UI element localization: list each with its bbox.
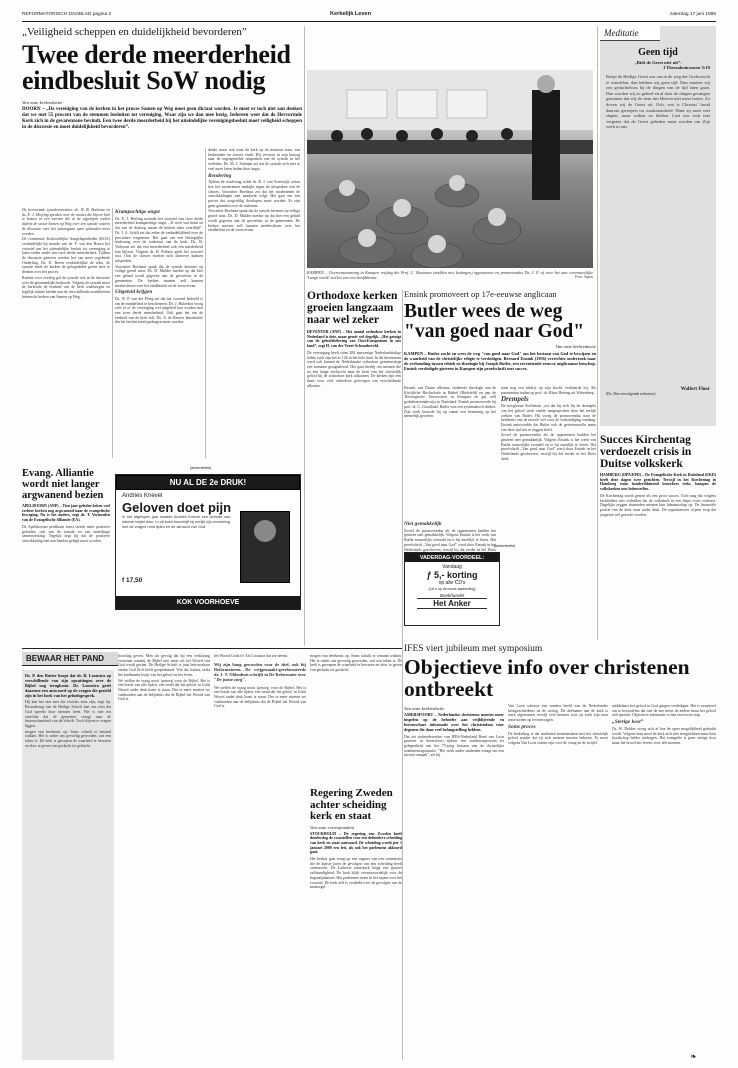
- bewaar-sub: Wij zijn bang geworden voor de titel, ook bij Reformatoren. De vrijgemaakt-gereformeerde dr. J. T. Oldenhuis schrijft in De Reformatie over "De juiste zorg".: [214, 661, 306, 683]
- ad1-price: f 17,50: [122, 577, 143, 584]
- col-rule-4: [402, 290, 403, 1060]
- photo-illustration: [307, 70, 593, 268]
- photo-caption: [307, 270, 593, 284]
- ad2-shop1: Boekhandel: [439, 593, 465, 598]
- photo-credit: Foto: Aupen: [575, 275, 593, 279]
- ad1-book-portrait: [254, 520, 276, 542]
- ad2-shop2: Het Anker: [417, 598, 487, 609]
- butler-col3c: Zowel de promovendus als de opponenten hadden het gisteren niet gemakkelijk. Volgens Ensink is het werk van Butler nauwelijks vertaald en is hij moeilijk te lezen. Het proefschrift „Van goed naar God” werd door Ensink in het Nederlands geschreven, terwijl hij dat eerder in het Duits deed.: [501, 433, 596, 461]
- lower-rule: [22, 648, 402, 649]
- ad-tag-2: (advertentie): [494, 544, 516, 548]
- main-byline: Van onze kerkredactie: [22, 100, 63, 105]
- meditatie-verse: „Bidt de Geest niet uit”.: [634, 60, 682, 65]
- butler-byline: Van onze kerkredactie: [555, 344, 596, 349]
- main-lead: DOORN – „De vereniging van de kerken in het proces Samen op Weg moet geen dictaat worden. Je moet er toch niet aan denken dat we met 55 procent van de stemmen besluiten tot vereniging. Waar zijn we dan mee bezig. Iedereen weet dat de Hervormde Kerk zich in de gevarenzone bevindt. Een twee derde meerderheid bij het uiteindelijke verenigingsbesluit moet veiligheid scheppen in de discussie en moet duidelijkheid bevorderen”.: [22, 107, 302, 130]
- ifes-sub2: „Sterige kost”: [612, 719, 644, 726]
- kirchentag-headline: Succes Kirchentag verdoezelt crisis in Duitse volkskerk: [600, 434, 692, 470]
- ifes-headline: Objectieve info over christenen ontbreekt: [404, 655, 690, 701]
- bewaar-c1: Hij kan het niet met die reacties eens zijn, zegt hij. Bestudering van de Heilige Schrift laat ons zien dat God spreekt door mensen heen. Het is niet ten onrechte dat de gemeente vraagt naar de betrouwbaarheid van de Schrift. Toch blijven er vragen liggen.: [25, 700, 111, 728]
- meditatie-title: Geen tijd: [638, 47, 678, 58]
- ifes-c5: Ds. W. Dekker vroeg zich af hoe de open mogelijkheid gebruikt wordt. Volgens hem moet de kerk zich niet terugtrekken maar haar boodschap helder uitdragen. Het evangelie is geen sterige kost maar het brood des levens voor alle mensen.: [612, 726, 716, 745]
- meditatie-note: (Ds. Ben vervolgende redacteur): [606, 392, 656, 396]
- butler-sub2: Drempels: [501, 395, 529, 404]
- meditatie-author: Walfert Floor: [680, 387, 710, 392]
- ad2-l3: op alle CD's: [438, 580, 466, 586]
- butler-lead: KAMPEN – Butler zocht en wees de weg "van goed naar God" om het bestaan van God te bewijzen en de waarheid van de christelijke religie te verdedigen. Bernard Ensink (1956) verrichtte onderzoek naar de verhouding tussen ethiek en theologie bij Joseph Butler, een zeventiende-eeuwse anglicaanse bisschop. Ensink verdedigde gisteren in Kampen zijn proefschrift met succes.: [404, 351, 596, 372]
- header-center: Kerkelijk Leven: [330, 11, 372, 17]
- main-col-1: [22, 208, 110, 458]
- butler-col2: Zowel de promovendus als de opponenten hadden het gisteren niet gemakkelijk. Volgens Ensink is het werk van Butler nauwelijks vertaald en is hij moeilijk te lezen. Het proefschrift „Van goed naar God” werd door Ensink in het Nederlands geschreven, terwijl hij dat eerder in het Duits: [404, 528, 496, 552]
- bewaar-col-2: [118, 654, 210, 1059]
- col-rule-2: [205, 148, 206, 458]
- kirchentag-article: [600, 434, 716, 640]
- main-col3c: Voorzitter Boelsma sprak dat de synode hiermee op veilige grond staat. Ds. D. Mulder merkte op dat hier een geluid wordt gegeven aan de gevoelens in de gemeenten. De kerken moeten zelf kunnen meebeslissen over het eindbesluit en de vorm ervan.: [208, 209, 300, 233]
- ad1-author: Andries Knevel: [122, 493, 163, 499]
- orthodox-lead: DEVENTER (ANP) – Het aantal orthodoxe kerken in Nederland is drie, maar groeit wel degelijk. „Het getuigt van de geloofsbeleving van Oost-Europeanen in ons land”, zegt H. van der Voort-Schoonheveld.: [307, 330, 401, 349]
- bewaar-col-4: [310, 654, 402, 784]
- main-headline: Twee derde meerderheid eindbesluit SoW nodig: [22, 40, 291, 95]
- orthodox-headline: Orthodoxe kerken groeien langzaam naar wel zeker: [307, 290, 398, 326]
- orthodox-article: [307, 290, 401, 530]
- ad2-l4: (Let u op de mooie aanbieding): [428, 587, 476, 591]
- main-col1b: De commissie Kerkordelijke Aangelegenheden (KOA) verduidelijkt bij monde van ds. F. van den Hoorn het voorstel om het uiteindelijke besluit tot vereniging te laten vallen onder een twee derde meerderheid. Tijdens de discussie gisteren werden het van meer regelende Onderling. Ds. D. Breen verduidelijkte de tekst, de synode moet de kerken de gelegenheid geven mee te denken over het proces.: [22, 237, 110, 275]
- ifes-lead: AMERSFOORT – Nederlandse christenen moeten meer inspelen op de behoefte aan vrijblijvende en betrouwbare informatie over het christendom voor degenen die daar veel belangstelling hebben.: [404, 712, 504, 732]
- ifes-byline: Van onze kerkredactie: [404, 706, 445, 711]
- ifes-c2: Van Loon schetste een somber beeld van de Nederlandse kerkgeschiedenis na de oorlog. De deelname aan de kerk is sterk afgenomen, terwijl veel mensen toch op zoek zijn naar antwoorden op levensvragen.: [508, 704, 608, 723]
- synod-photo: [307, 70, 593, 268]
- regering-byline: Van onze correspondent: [310, 824, 354, 830]
- ad-tag-1: (advertentie): [190, 466, 212, 470]
- butler-headline: Butler wees de weg "van goed naar God": [404, 301, 585, 342]
- main-col-2: [115, 208, 203, 458]
- ifes-c1: Dat zei stafmedewerker van IFES-Nederland René van Loon gisteren in Amersfoort tijdens een studiesymposium ter gelegenheid van het 75-jarig bestaan van de christelijke studentenorganisatie. "Het werk onder studenten vraagt om een nieuwe aanpak", zei hij.: [404, 734, 504, 758]
- regering-headline: Regering Zweden achter scheiding kerk en staat: [310, 788, 393, 822]
- ad2-title: VADERDAG-VOORDEEL:: [405, 553, 499, 562]
- bewaar-c3b: We stellen de vraag nooit 'genoeg' voor de Bijbel. Het is een breuk van alle tijden, een trend dat het geloof in Gods Woord onder druk komt te staan. Des te meer moeten we vasthouden aan de belijdenis dat de Bijbel het Woord van God is.: [214, 685, 306, 709]
- header-right: zaterdag 17 juni 1995: [669, 12, 716, 17]
- ad1-banner: NU AL DE 2e DRUK!: [116, 475, 300, 490]
- butler-col3b: De hoogleraar Koffeman „zei dat hij zich bij de drempels van het geloof sterk voelde aangesproken door het eerlijk zoeken van Butler. Hij vroeg de promovendus naar de betekenis van de morele wet voor de verkondiging vandaag. Ensink antwoordde dat Butler ook de gewetensvolle mens van deze tijd iets te zeggen heeft.: [501, 404, 596, 432]
- main-col3a: denkt, maar ook waar de kerk op de moment staat, van kerkeraden en classes vindt. Hij verwees in zijn betoog naar de tegengestelde uitspraken van de synode in het verleden. Ds. M. J. Stalman zei dat de synode zich niet te veel moet laten leiden door angst.: [208, 148, 300, 171]
- col-rule-5: [597, 26, 598, 640]
- main-col-3: [208, 148, 300, 463]
- bewaar-lead: Ds. P. den Butter hoopt dat dr. B. Loonstra op verschillende van zijn opvattingen over de Bijbel nog terugkomt. Dr. Loonstra geeft daarmee een antwoord op de vragen die gesteld zijn in het boek van het geloofsgesprek.: [25, 673, 111, 699]
- butler-col-3: [501, 386, 596, 622]
- main-col2a: Ds. E. J. Heffing noemde het voorstel van twee derde meerderheid krampachtige angst. „Je weet wat komt en dat van de dialoog tussen de kerken niets overblijft”. Ds. J. A. Schilt zei dat zeker de onduidelijkheid over de procedure wegneemt. Het gaat om een belangrijke beslissing over de toekomst van de kerk. Ds. W. Verboom zei dat een meerderheid ook een minderheid kan blijven. Volgens ds. H. Polhuis geeft het voorstel rust. Ook de classes moeten zich daarover kunnen uitspreken.: [115, 216, 203, 264]
- main-col2c: Ds. W. P. van der Ploeg zei dat het voorstel bedoeld is om de minderheid te beschermen. Ds. J. Hulzebos vroeg zich af of de vereniging wel uitgeleid kan worden met een twee derde meerderheid. Ook gaat het om de eenheid van de kerk zelf. Ds. A. de Reuver benadrukte dat het besluit breed gedragen moet worden.: [115, 296, 203, 325]
- ad1-shop: KOK VOORHOEVE: [116, 596, 300, 609]
- ifes-kicker: IFES viert jubileum met symposium: [404, 644, 543, 654]
- bewaar-c2: doorslag geven. Men als gevolg dat hij een verklaring voorstaat waarbij de Bijbel niet meer als het Woord van God wordt gezien. De Heilige Schrift is juist betrouwbaar omdat God Zich heeft geopenbaard. Wie dat loslaat, raakt het fundament kwijt van het geloof en het leven.: [118, 654, 210, 677]
- main-col3b: Tijdens de rondvraag wilde ds. B. J. van Vreeswijk weten hoe het moderamen aankijkt tegen de uitspraken van de classes. Voorzitter Boelsma zei dat het moderamen de ontwikkelingen met aandacht volgt. Het gaat om een proces dat zorgvuldig doorlopen moet worden. Er zijn geen garanties over de uitkomst.: [208, 180, 300, 208]
- regering-article: [310, 788, 402, 1060]
- bewaar-c4: mogen van betekenis op. Soms schuilt er iemand wakker. Het is onder ons gevoelig geworden, wat een teken is. De kerk is geroepen de waarheid te bewaren en door te geven van geslacht tot geslacht.: [310, 654, 402, 673]
- main-sub3: Rendering: [208, 172, 232, 179]
- main-sub2: Uitgeleid krijgen: [115, 289, 153, 296]
- ifes-c3: De bedoeling is dat studenten kennismaken met het christelijk geloof zonder dat zij zich meteen moeten bekeren. Er moet volgens Van Loon ruimte zijn voor de vraag en de twijfel.: [508, 731, 608, 745]
- alliantie-article: [22, 468, 110, 648]
- photo-caption-text: KAMPEN – Overeenstemming in Kampen vrijdag die Prof. C. Houtman (midden met kettingen) opponenten en promovendus Ds. J. F. af voor het aan vertrouwelijke 'Lange nacht' stellen van een hoofdthema.: [307, 270, 593, 280]
- kirchentag-lead: HAMBURG (DPA/EPD) – De Evangelische Kerk in Duitsland (EKD) heeft deze dagen twee gezichten. Terwijl in het Kirchentag in Hamburg ruim honderdduizend bezoekers trekt, kampen de volkskerken met ledenverlies.: [600, 473, 716, 492]
- meditatie-body: Roept de Heilige Geest ons om in de weg der Godsvrucht te wandelen, dan hebben wij geen tijd. Dan moeten wij ons gedachteloos bij de dingen van de tijd laten gaan. Dan worden wij zo geheel en al door de dingen gevangen genomen dat wij de stem des Heeren niet meer horen. Zo doven wij de Geest uit. Och, wat is Christus' bruid daarom geroepen tot waakzaamheid. Want zij moet niet slapen, maar waken en bidden. Laat ons toch niet vergeten dat de Geest gebeden moet worden om Zijn werk in ons.: [606, 74, 710, 130]
- butler-col3a: staat nog een bisdrje op zijn hoofd, verklaarde hij. Als paranimfen traden op prof. dr. Klaas Heiring uit Wittenberg.: [501, 386, 596, 395]
- page-header: [22, 10, 716, 20]
- bewaar-c1b: mogen van betekenis op. Soms schuilt er iemand wakker. Het is onder ons gevoelig geworden, wat een teken is. De kerk is geroepen de waarheid te bewaren en door te geven van geslacht tot geslacht.: [25, 729, 111, 748]
- main-sub1: Krampachtige angst: [115, 209, 160, 215]
- bewaar-col-1: [22, 670, 114, 1060]
- alliantie-lead: APELDOORN (ANP) – Tien jaar geleden keken veel rechtse kerken nog argwanend naar de evangelische beweging. Nu is het anders, zegt ds. T. Vermeulen van de Evangelische Alliantie (EA).: [22, 504, 110, 523]
- main-col1c: Ruimte voor overleg gaf de synode ook in de discussie over de gezamenlijke kerkorde. Volgens de synode moet de kerkorde de eenheid van de kerk waarborgen en tegelijk ruimte bieden aan de verschillende modaliteiten binnen de kerken van Samen op Weg.: [22, 275, 110, 299]
- ad2-l2: ƒ 5,- korting: [426, 570, 478, 580]
- bewaar-c2b: We stellen de vraag nooit 'genoeg' voor de Bijbel. Het is een breuk van alle tijden, een trend dat het geloof in Gods Woord onder druk komt te staan. Des te meer moeten we vasthouden aan de belijdenis dat de Bijbel het Woord van God is.: [118, 678, 210, 702]
- col-rule-1: [112, 208, 113, 458]
- bewaar-col-3: [214, 654, 306, 1059]
- ad1-desc: In het afgelopen jaar maakte Andries Knevel een periode van intense twijfel door. In dit boek beschrijft hij eerlijk zijn worsteling met de vragen rond lijden en de almacht van God.: [122, 515, 230, 529]
- col-rule-3: [304, 26, 305, 646]
- ifes-col-2: [508, 704, 608, 1060]
- ifes-col-1: [404, 704, 504, 1060]
- meditatie-tab: Meditatie: [600, 26, 660, 41]
- alliantie-body: De Apeldoornse predikant hoort steeds meer positieve geluiden, ook van de synode en van onderlinge samenwerking. Tegelijk zegt hij dat de positieve ontwikkeling niet aan banden gelegd moet worden.: [22, 524, 110, 543]
- meditatie-box: [600, 26, 716, 426]
- ad-kok-voorhoeve: [115, 474, 301, 610]
- ad1-book-cover: [240, 511, 290, 583]
- kirchentag-body: De Kirchentag wordt gezien als een groot succes. Toch mag dat volgens kerkleiders niet verhullen dat de volkskerk in een diepe crisis verkeert. Dagelijks zeggen duizenden mensen hun lidmaatschap op. De financiële positie van de kerk staat onder druk. De organisatoren wijzen erop dat jongeren wel gezocht worden.: [600, 493, 716, 517]
- main-intro: De hervormde synodevoorzitter ds. W. B. Boelsma en ds. E. J. Heijting spraken over de moties die bijeen leek te komen in een toernee die in de afgelopen weken tijdens de sessie Samen op Weg over een synode waarin de discussie over het samengaan open gehouden moet worden.: [22, 208, 110, 236]
- butler-kicker: Ensink promoveert op 17e-eeuwse anglicaan: [404, 290, 557, 299]
- header-rule: [22, 21, 716, 22]
- meditatie-ref: I Thessalonicenzen 5:19: [663, 65, 710, 70]
- alliantie-headline: Evang. Alliantie wordt niet langer argwanend bezien: [22, 468, 104, 501]
- bewaar-c3: het Woord Gods is! Als Loonstra dat toe neemt.: [214, 654, 289, 658]
- ad-het-anker: [404, 552, 500, 626]
- regering-body: Het besluit gaat terug op een rapport van een commissie die de laatste jaren de gevolgen van een scheiding heeft onderzocht. De Lutherse staatskerk krijgt een grotere zelfstandigheid. De kerk blijft verantwoordelijk voor de begraafplaatsen. Het parlement stemt in het najaar over het voorstel. De kerk zelf is verdeeld over de gevolgen van de maatregel.: [310, 857, 402, 890]
- ifes-c4: middelaars het geloof in God gingen verdedigen. Het is essentieel om te beoordelen dat niet de ene mens de andere maar het geloof zelf spreekt. Objectieve informatie is dan een eerste stap.: [612, 704, 716, 718]
- main-kicker: „Veiligheid scheppen en duidelijkheid bevorderen”: [22, 26, 247, 38]
- bewaar-tab: BEWAAR HET PAND: [22, 652, 118, 666]
- butler-sub: Niet gemakkelijk: [404, 521, 442, 527]
- main-col2b: Voorzitter Boelsma sprak dat de synode hiermee op veilige grond staat. Ds. D. Mulder merkte op dat hier een geluid wordt gegeven aan de gevoelens in de gemeenten. De kerken moeten zelf kunnen meebeslissen over het eindbesluit en de vorm ervan.: [115, 264, 203, 288]
- footer-mark: ❧: [690, 1052, 697, 1061]
- ad1-title: Geloven doet pijn: [122, 500, 232, 515]
- ifes-sub: Soms proces: [508, 723, 536, 730]
- ad2-l1: Vandaag: [442, 564, 462, 570]
- butler-col1: Ensink, van Duitse afkomst, studeerde theologie aan de Kirchliche Hochschule in Bethel (Bielefeld) en aan de Theologische Universiteit in Kampen en gaf zelf godsdienstonderwijs in Duitsland. Ensink promoveerde bij prof. dr. C. Graafland. Butler was een systematisch denker. Zijn werk bouwde hij op vanuit een bezinning op het menselijk geweten.: [404, 386, 496, 419]
- header-left: REFORMATORISCH DAGBLAD pagina 2: [22, 12, 112, 17]
- regering-lead: STOCKHOLM – De regering van Zweden heeft donderdag de voorstellen voor een definitieve scheiding van kerk en staat aanvaard. De scheiding wordt per 1 januari 2000 een feit, als ook het parlement akkoord gaat.: [310, 831, 402, 855]
- orthodox-body: De vereniging heeft ruim 200 aanwezige Nederlandstalige leden, toch zijn het er 128 in het hele land. In dit decennium werd ook binnen de Nederlandse orthodoxe gemeenschap een toename gesignaleerd. Het gaat hierbij om mensen die na een lange zoektocht naar de kern van het christelijk geloof bij de orthodoxe kerk uitkomen. De kerken zijn een thuis voor vele orthodoxe gelovigen van verschillende afkomst.: [307, 350, 401, 388]
- ifes-col-3: [612, 704, 716, 1060]
